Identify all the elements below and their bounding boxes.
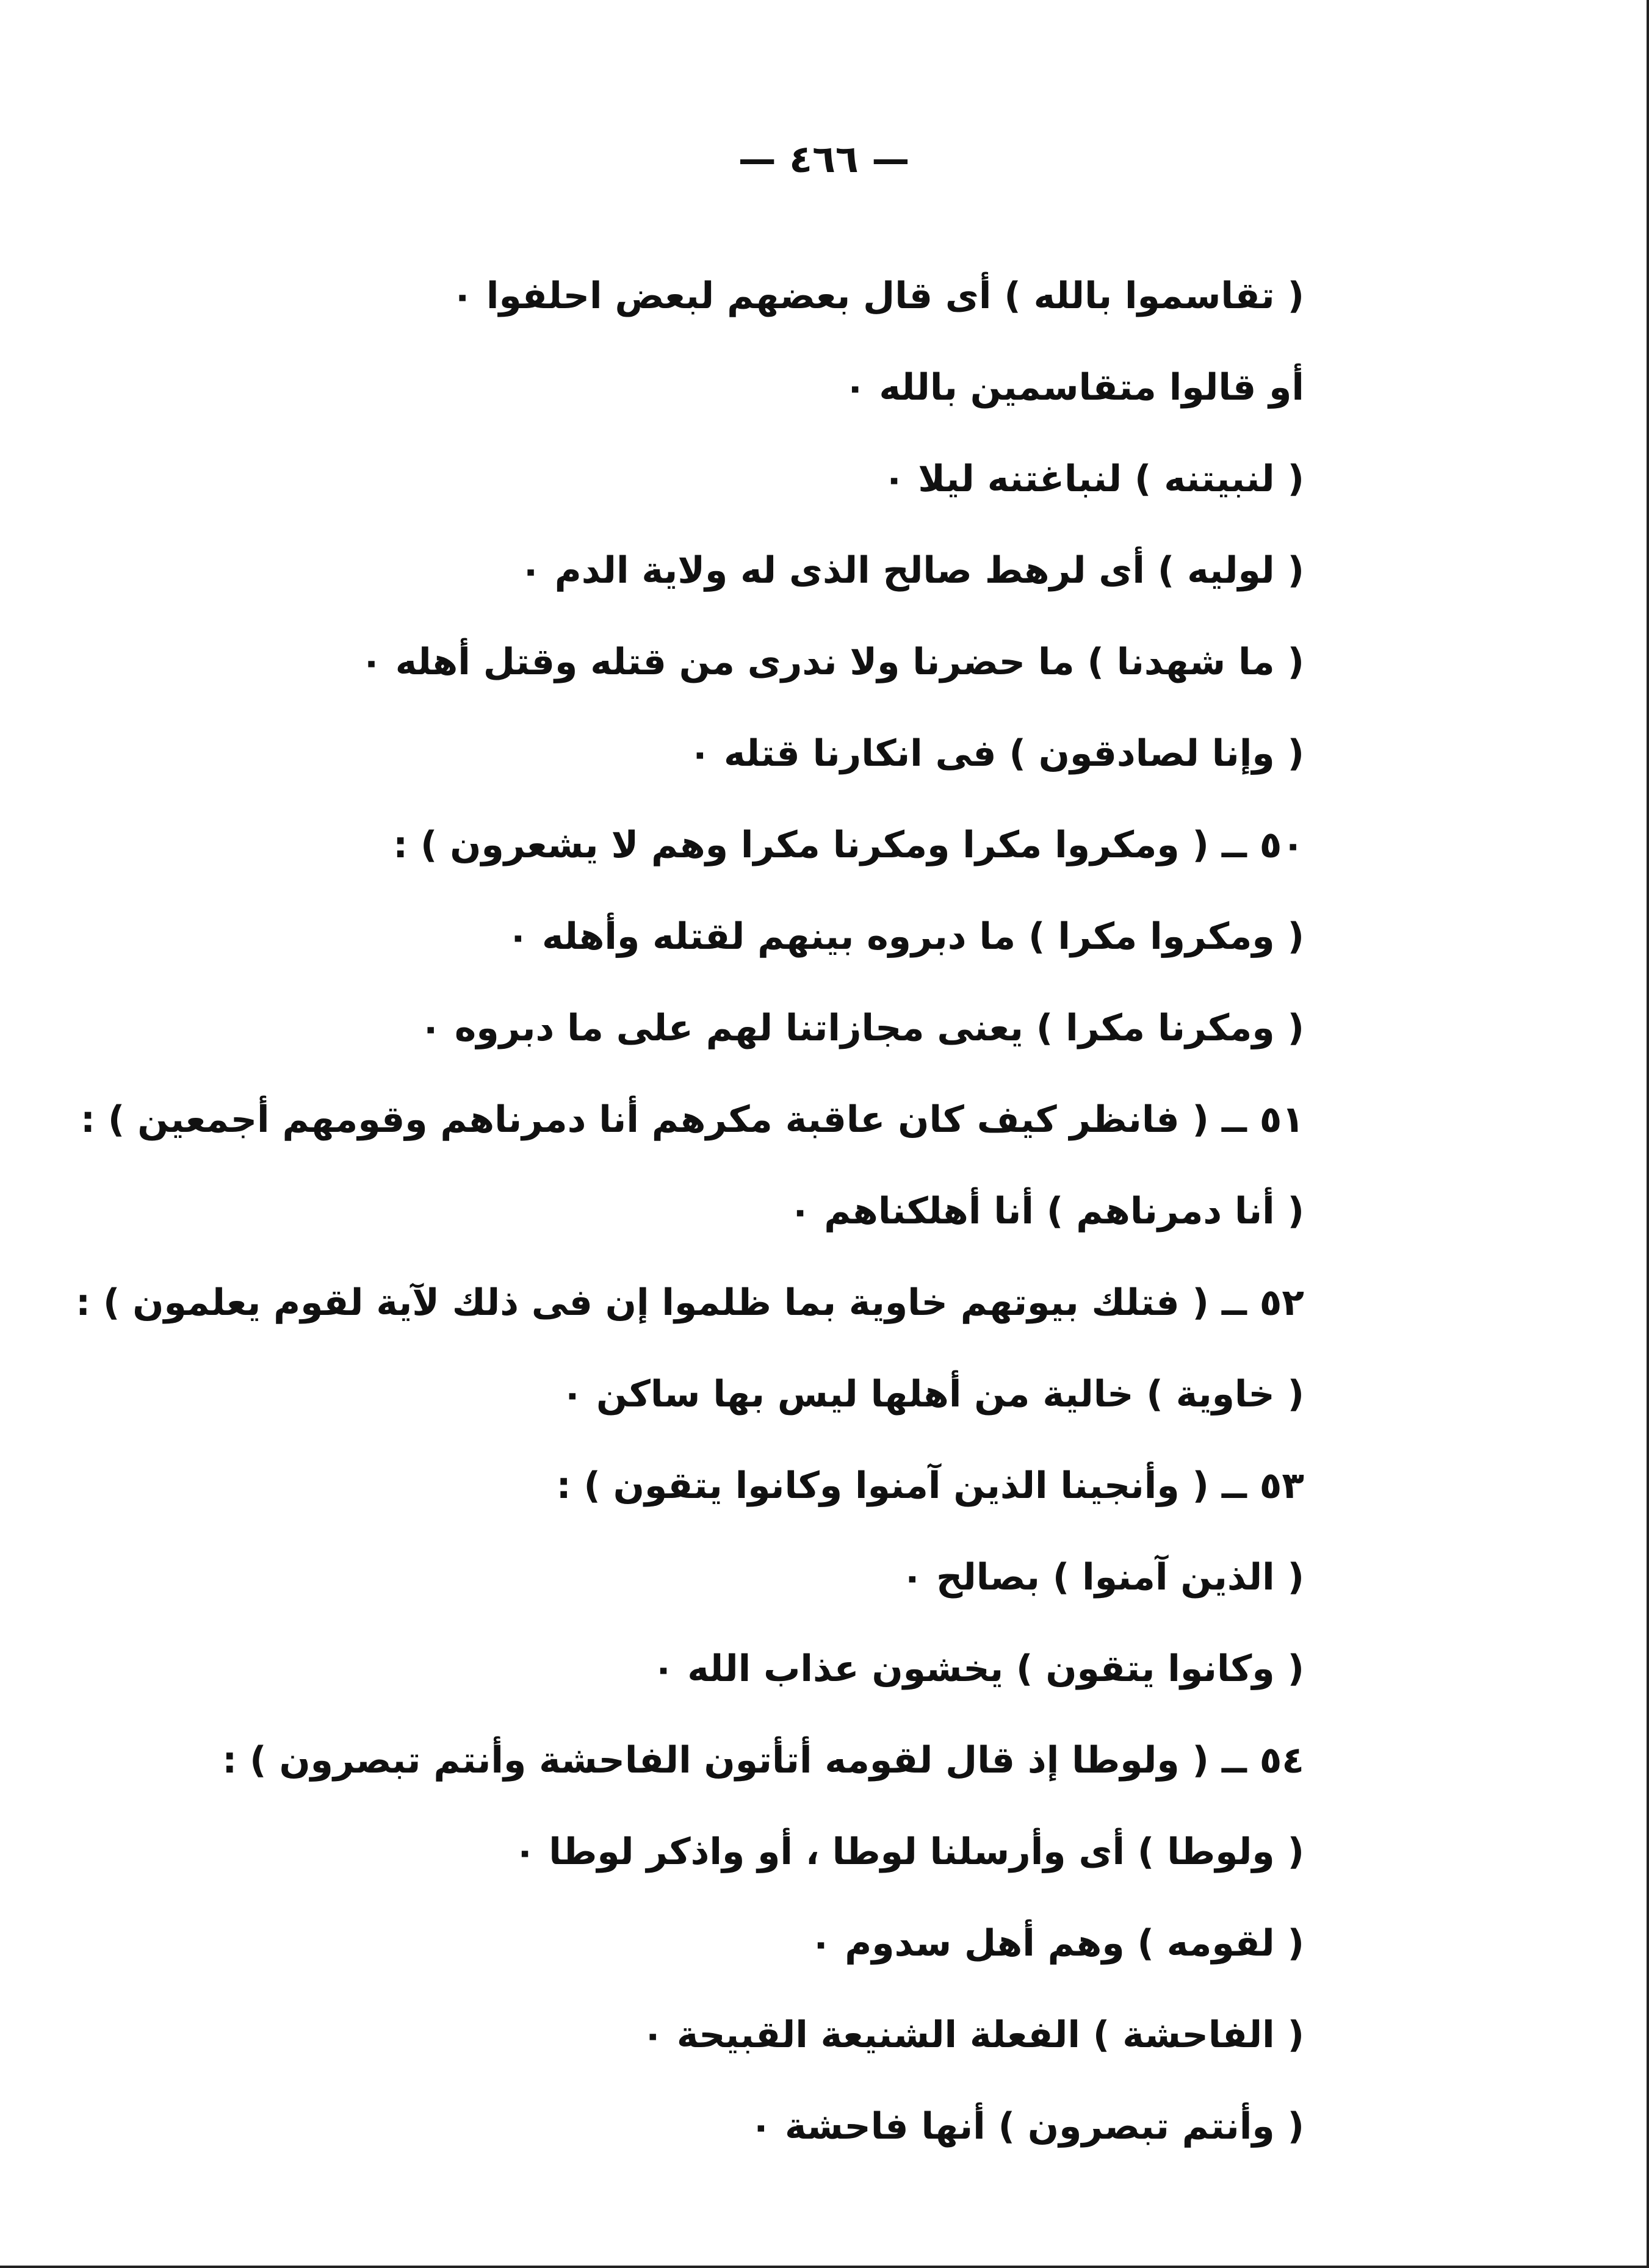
verse-heading: ٥٣ ــ ( وأنجينا الذين آمنوا وكانوا يتقون ) :	[556, 1464, 1304, 1507]
text-line: ( أنا دمرناهم ) أنا أهلكناهم ٠	[788, 1190, 1304, 1233]
text-line: ( ما شهدنا ) ما حضرنا ولا ندرى من قتله وقتل أهله ٠	[360, 641, 1304, 683]
text-line: ( وكانوا يتقون ) يخشون عذاب الله ٠	[652, 1647, 1304, 1690]
text-line: ( لوليه ) أى لرهط صالح الذى له ولاية الدم ٠	[519, 549, 1304, 592]
text-line: ( وإنا لصادقون ) فى انكارنا قتله ٠	[688, 732, 1304, 775]
text-line: ( وأنتم تبصرون ) أنها فاحشة ٠	[749, 2105, 1304, 2148]
verse-heading: ٥٢ ــ ( فتلك بيوتهم خاوية بما ظلموا إن فى ذلك لآية لقوم يعلمون ) :	[76, 1281, 1304, 1324]
verse-heading: ٥٠ ــ ( ومكروا مكرا ومكرنا مكرا وهم لا يشعرون ) :	[393, 824, 1304, 866]
text-line: ( الفاحشة ) الفعلة الشنيعة القبيحة ٠	[641, 2014, 1304, 2056]
body-text	[76, 250, 1304, 2172]
text-line: ( لقومه ) وهم أهل سدوم ٠	[809, 1922, 1304, 1965]
text-line: ( ومكرنا مكرا ) يعنى مجازاتنا لهم على ما دبروه ٠	[419, 1007, 1304, 1049]
text-line: ( الذين آمنوا ) بصالح ٠	[901, 1556, 1304, 1599]
verse-heading: ٥٤ ــ ( ولوطا إذ قال لقومه أتأتون الفاحشة وأنتم تبصرون ) :	[222, 1739, 1304, 1782]
text-line: ( ومكروا مكرا ) ما دبروه بينهم لقتله وأهله ٠	[507, 915, 1304, 958]
text-line: أو قالوا متقاسمين بالله ٠	[843, 366, 1304, 409]
text-line: ( خاوية ) خالية من أهلها ليس بها ساكن ٠	[561, 1373, 1304, 1416]
page-edge-right	[1647, 0, 1649, 2268]
text-line: ( ولوطا ) أى وأرسلنا لوطا ، أو واذكر لوطا ٠	[513, 1831, 1304, 1873]
text-line: ( لنبيتنه ) لنباغتنه ليلا ٠	[882, 458, 1304, 500]
verse-heading: ٥١ ــ ( فانظر كيف كان عاقبة مكرهم أنا دمرناهم وقومهم أجمعين ) :	[81, 1098, 1304, 1141]
page-edge-bottom	[0, 2266, 1649, 2268]
text-line: ( تقاسموا بالله ) أى قال بعضهم لبعض احلفوا ٠	[451, 275, 1304, 317]
page-number: — ٤٦٦ —	[738, 137, 910, 181]
